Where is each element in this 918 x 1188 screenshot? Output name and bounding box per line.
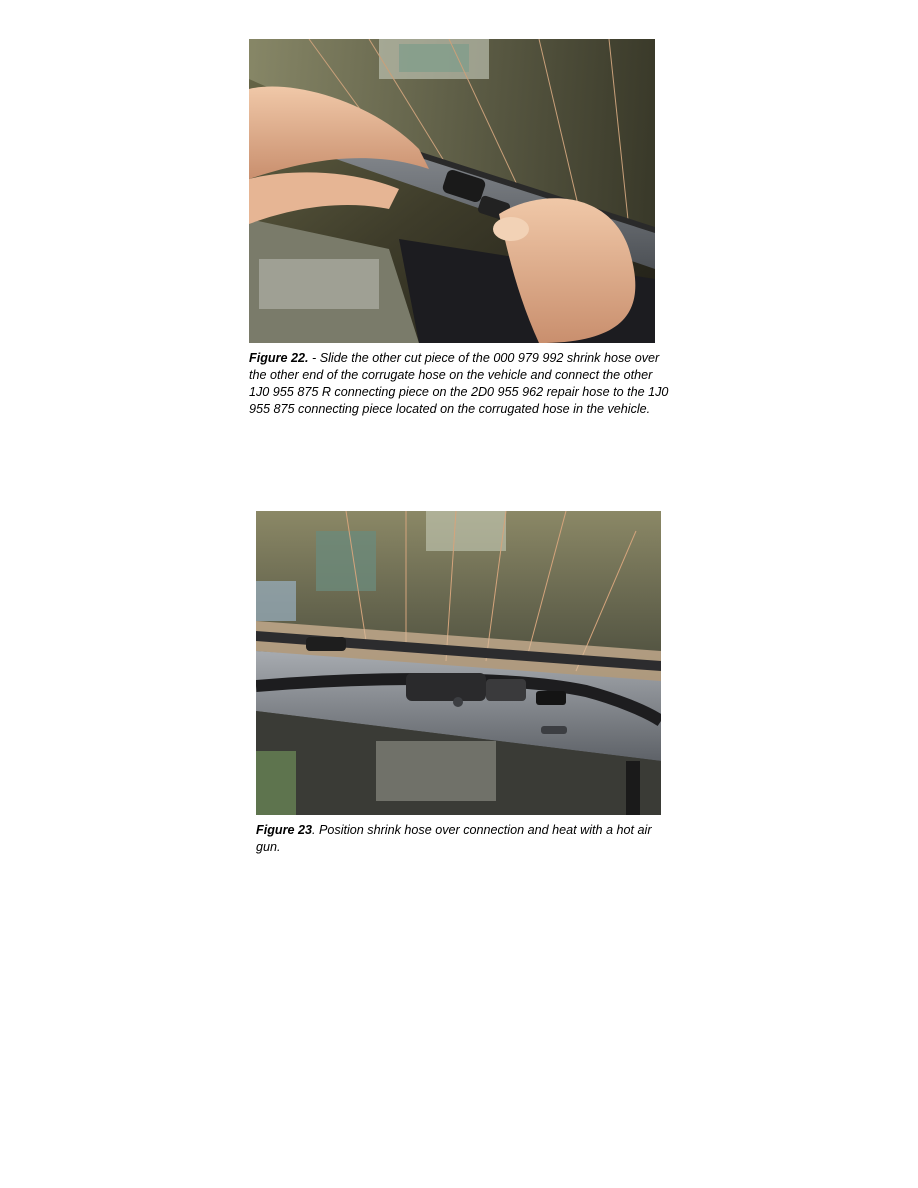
figure-23 (256, 511, 676, 854)
figure-23-photo (256, 511, 661, 815)
figure-22 (249, 39, 669, 416)
figure-23-caption (256, 822, 671, 856)
figure-22-label: Figure 22. (249, 351, 309, 365)
figure-22-photo (249, 39, 655, 343)
figure-22-caption (249, 350, 669, 418)
figure-22-text: - Slide the other cut piece of the 000 979 992 shrink hose over the other end of the corrugate hose on the vehicle and connect the other 1J0 955 875 R connecting piece on the 2D0 955 962 repair hose to the 1J0 955 875 connecting piece located on the corrugated hose in the vehicle. (249, 351, 669, 416)
figure-23-label: Figure 23 (256, 823, 312, 837)
figure-23-text: . Position shrink hose over connection and heat with a hot air gun. (256, 823, 652, 854)
